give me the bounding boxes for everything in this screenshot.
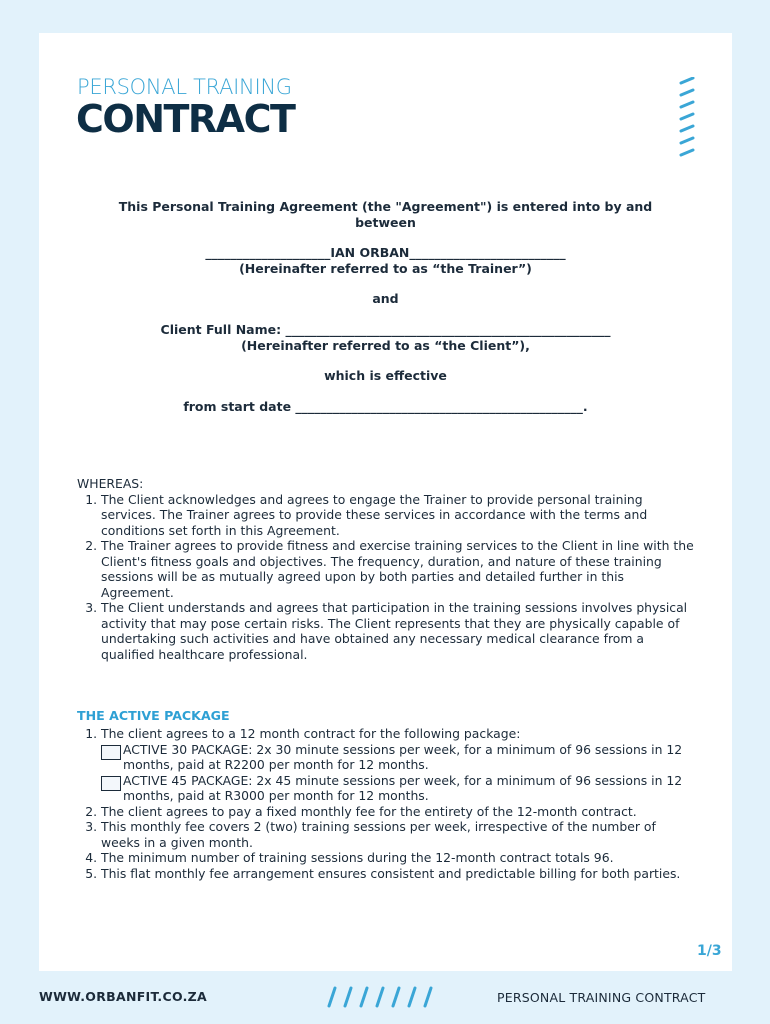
trainer-reference: (Hereinafter referred to as “the Trainer”) xyxy=(239,260,532,276)
option-active-45 xyxy=(101,773,697,804)
page-number: 1/3 xyxy=(697,943,722,959)
option-active-45-label: ACTIVE 45 PACKAGE: 2x 45 minute sessions per week, for a minimum of 96 sessions in 12 months, paid at R3000 per month for 12 months. xyxy=(123,772,683,803)
option-active-30 xyxy=(101,742,697,773)
contract-page xyxy=(39,33,732,971)
list-item: 5. This flat monthly fee arrangement ensures consistent and predictable billing for both parties. xyxy=(101,866,697,882)
list-item: 3. The Client understands and agrees that participation in the training sessions involves physical activity that may pose certain risks. The Client represents that they are physically capable of undertaking such activities and have obtained any necessary medical clearance from a qualified healthcare professional. xyxy=(101,600,697,662)
package-heading: THE ACTIVE PACKAGE xyxy=(77,708,230,723)
footer-slashes-icon xyxy=(325,985,445,1009)
list-item: 3. This monthly fee covers 2 (two) training sessions per week, irrespective of the number of weeks in a given month. xyxy=(101,819,697,850)
intro-line: This Personal Training Agreement (the "Agreement") is entered into by and between xyxy=(118,199,653,230)
effective-text: which is effective xyxy=(324,368,447,384)
footer-document-title: PERSONAL TRAINING CONTRACT xyxy=(497,990,706,1005)
package-intro: The client agrees to a 12 month contract for the following package: xyxy=(101,726,521,741)
list-item: 4. The minimum number of training sessions during the 12-month contract totals 96. xyxy=(101,850,697,866)
active-30-checkbox[interactable] xyxy=(101,745,121,760)
active-45-checkbox[interactable] xyxy=(101,776,121,791)
trainer-name-field: ____________________IAN ORBAN_________________________ xyxy=(205,245,566,261)
client-name-field[interactable]: Client Full Name: ____________________________________________________ xyxy=(160,321,611,337)
list-item: 2. The Trainer agrees to provide fitness and exercise training services to the Client in line with the Client's fitness goals and objectives. The frequency, duration, and nature of these training sessions will be as mutually agreed upon by both parties and detailed further in this Agreement. xyxy=(101,538,697,600)
package-section xyxy=(77,726,697,881)
header-subtitle: PERSONAL TRAINING xyxy=(77,75,292,99)
option-active-30-label: ACTIVE 30 PACKAGE: 2x 30 minute sessions per week, for a minimum of 96 sessions in 12 months, paid at R2200 per month for 12 months. xyxy=(123,741,683,772)
footer-website-link[interactable]: WWW.ORBANFIT.CO.ZA xyxy=(39,989,207,1004)
header-title: CONTRACT xyxy=(76,97,295,141)
list-item: 1. The Client acknowledges and agrees to engage the Trainer to provide personal training services. The Trainer agrees to provide these services in accordance with the terms and conditions set forth in this Agreement. xyxy=(101,492,697,539)
list-item xyxy=(101,726,697,804)
whereas-section xyxy=(77,476,697,662)
list-item: 2. The client agrees to pay a fixed monthly fee for the entirety of the 12-month contract. xyxy=(101,804,697,820)
whereas-heading: WHEREAS: xyxy=(77,476,144,491)
package-list xyxy=(77,726,697,881)
decorative-slashes-icon xyxy=(677,77,697,157)
start-date-field[interactable]: from start date ______________________________________________. xyxy=(183,398,588,414)
client-reference: (Hereinafter referred to as “the Client”), xyxy=(241,337,530,353)
intro-block xyxy=(99,199,672,414)
whereas-list xyxy=(77,492,697,663)
and-text: and xyxy=(372,291,399,307)
